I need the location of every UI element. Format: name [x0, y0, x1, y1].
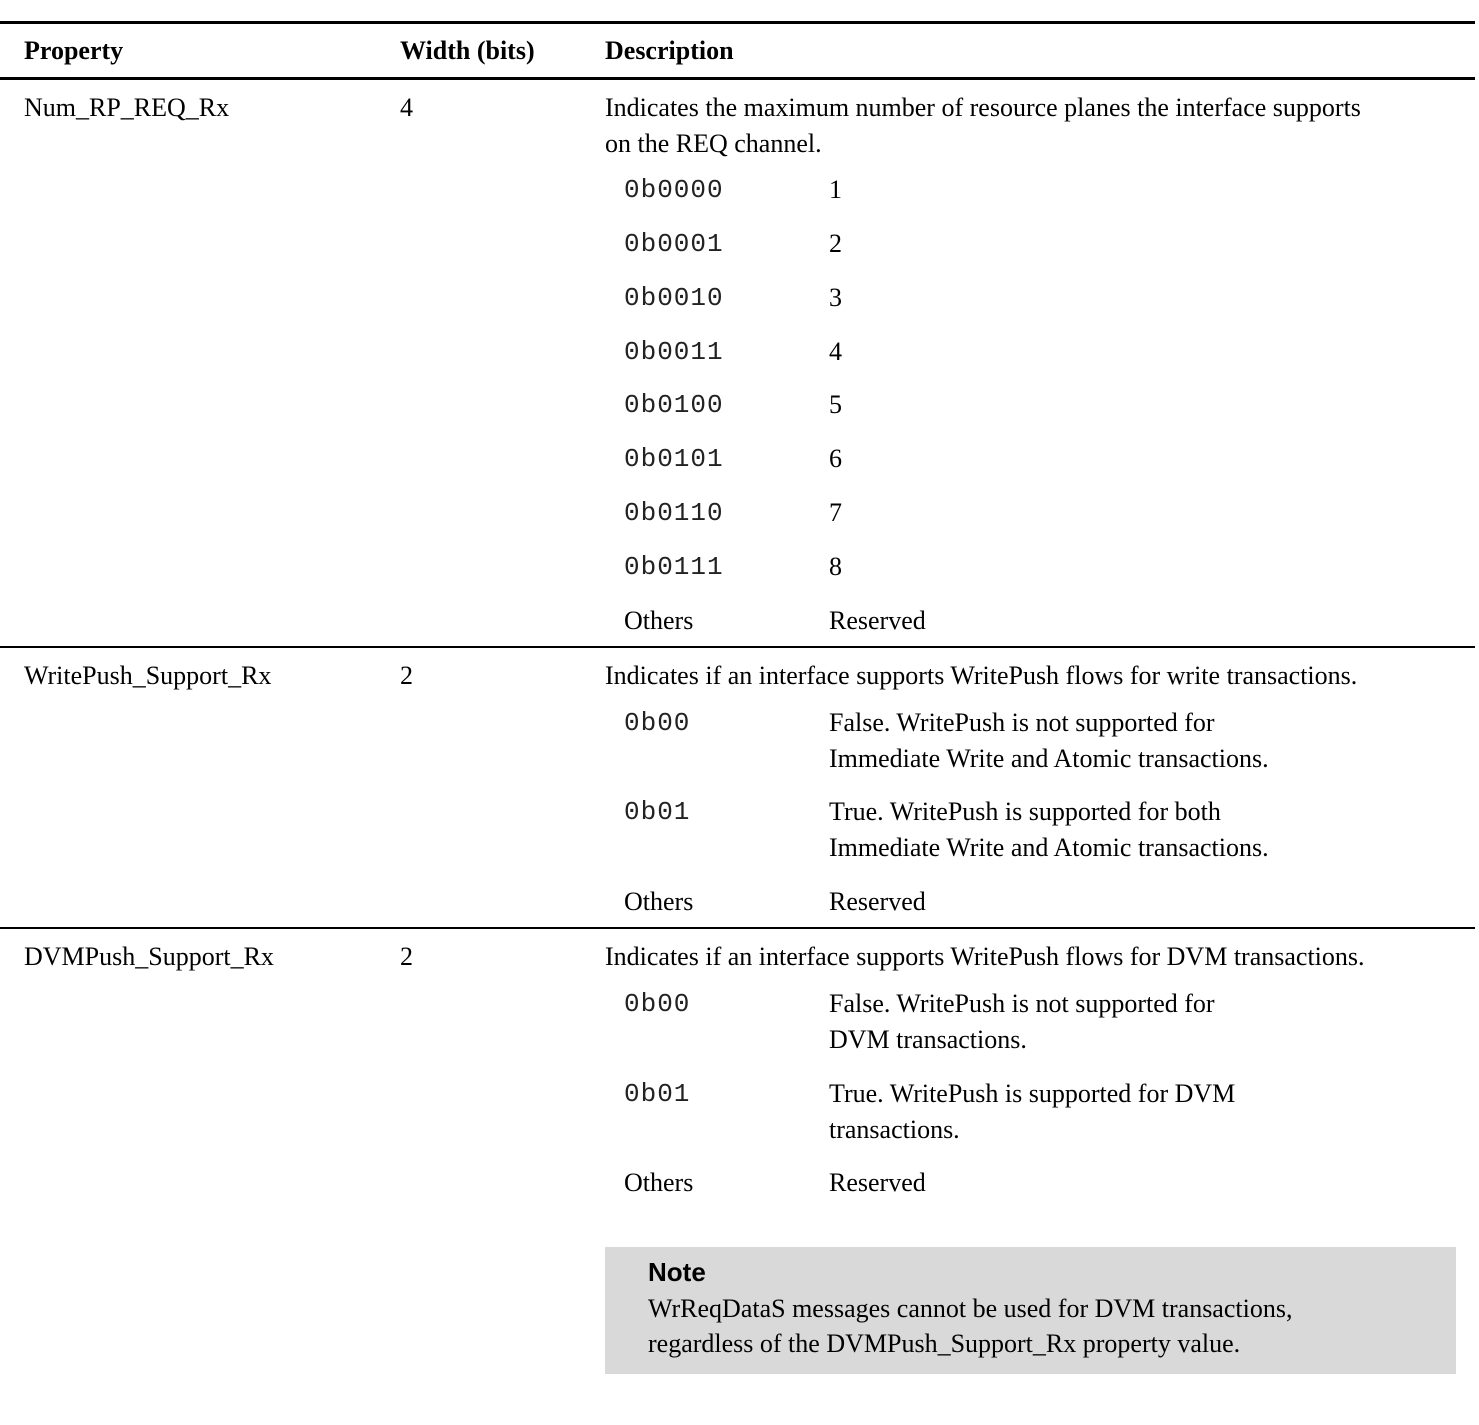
value-meaning: False. WritePush is not supported for — [829, 989, 1215, 1018]
note-box — [605, 1247, 1456, 1374]
value-meaning: 6 — [829, 444, 842, 473]
row-property: Num_RP_REQ_Rx — [24, 93, 230, 122]
row-description: Indicates if an interface supports WritePush flows for DVM transactions. — [605, 942, 1365, 971]
value-meaning-cont: transactions. — [829, 1115, 960, 1144]
value-meaning: Reserved — [829, 887, 926, 916]
value-code: 0b0110 — [624, 498, 724, 528]
value-code: 0b0101 — [624, 444, 724, 474]
value-meaning: 2 — [829, 229, 842, 258]
table-top-rule — [0, 21, 1475, 24]
header-description: Description — [605, 36, 734, 65]
value-code: 0b00 — [624, 989, 691, 1019]
row-width: 2 — [400, 942, 413, 971]
value-meaning-cont: DVM transactions. — [829, 1025, 1027, 1054]
value-meaning: 5 — [829, 390, 842, 419]
value-meaning: Reserved — [829, 606, 926, 635]
row-divider-2 — [0, 927, 1475, 929]
value-meaning: 8 — [829, 552, 842, 581]
value-meaning: 1 — [829, 175, 842, 204]
row-width: 2 — [400, 661, 413, 690]
value-meaning: True. WritePush is supported for DVM — [829, 1079, 1236, 1108]
value-meaning: 3 — [829, 283, 842, 312]
note-text-line: WrReqDataS messages cannot be used for DVM transactions, — [648, 1294, 1293, 1323]
value-code: 0b0000 — [624, 175, 724, 205]
value-meaning: False. WritePush is not supported for — [829, 708, 1215, 737]
note-text-line: regardless of the DVMPush_Support_Rx property value. — [648, 1329, 1241, 1358]
value-code: Others — [624, 887, 694, 916]
value-code: 0b01 — [624, 1079, 691, 1109]
value-meaning-cont: Immediate Write and Atomic transactions. — [829, 744, 1269, 773]
header-property: Property — [24, 36, 124, 65]
value-code: 0b01 — [624, 797, 691, 827]
value-meaning: 7 — [829, 498, 842, 527]
value-code: Others — [624, 606, 694, 635]
value-meaning: Reserved — [829, 1168, 926, 1197]
row-description: Indicates if an interface supports WritePush flows for write transactions. — [605, 661, 1358, 690]
row-width: 4 — [400, 93, 413, 122]
row-description: Indicates the maximum number of resource planes the interface supports — [605, 93, 1361, 122]
value-code: 0b0001 — [624, 229, 724, 259]
note-text — [648, 1291, 1428, 1361]
row-property: DVMPush_Support_Rx — [24, 942, 274, 971]
value-code: 0b0011 — [624, 337, 724, 367]
value-meaning-cont: Immediate Write and Atomic transactions. — [829, 833, 1269, 862]
value-code: 0b0111 — [624, 552, 724, 582]
value-meaning: True. WritePush is supported for both — [829, 797, 1221, 826]
header-bottom-rule — [0, 77, 1475, 80]
value-meaning: 4 — [829, 337, 842, 366]
value-code: 0b0010 — [624, 283, 724, 313]
value-code: 0b00 — [624, 708, 691, 738]
header-width: Width (bits) — [400, 36, 535, 65]
row-description-cont: on the REQ channel. — [605, 129, 822, 158]
value-code: 0b0100 — [624, 390, 724, 420]
value-code: Others — [624, 1168, 694, 1197]
row-divider-1 — [0, 646, 1475, 648]
note-title: Note — [648, 1257, 706, 1287]
row-property: WritePush_Support_Rx — [24, 661, 272, 690]
